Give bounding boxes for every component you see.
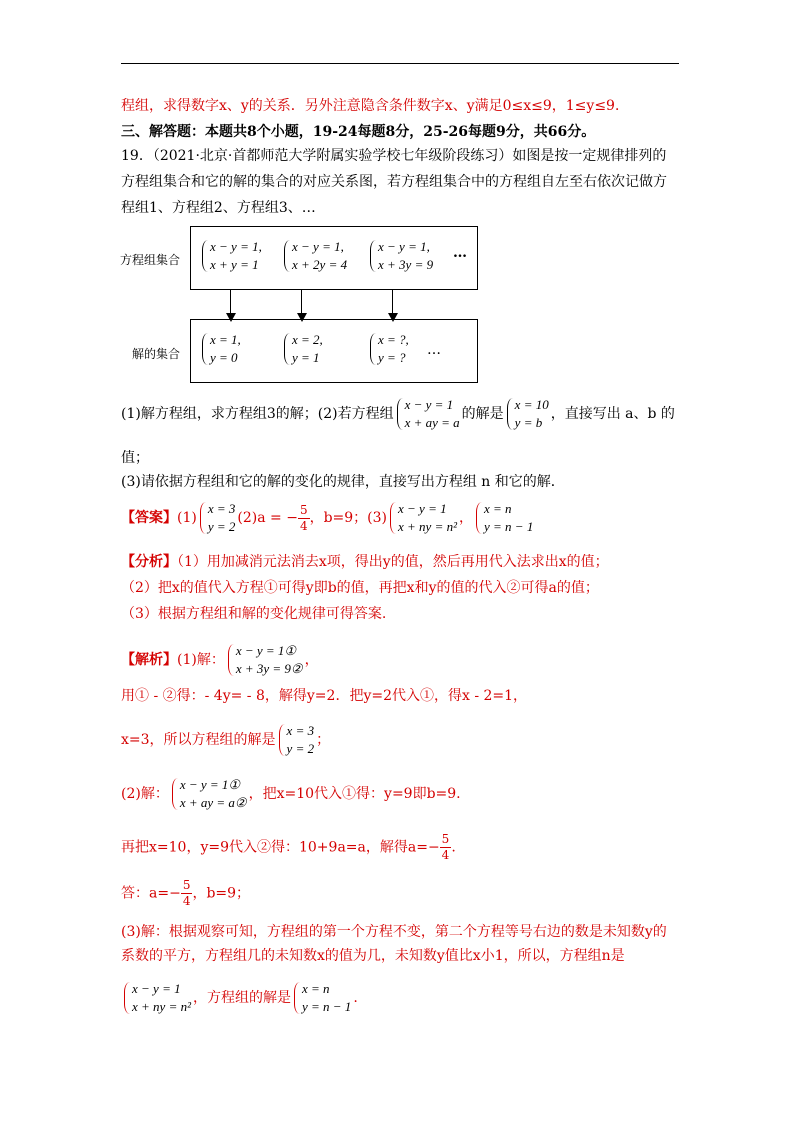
solution-result-n: x = n y = n − 1: [293, 980, 351, 1016]
solution-part1: 【解析】(1)解： x − y = 1① x + 3y = 9② ，: [121, 643, 319, 676]
solution-3: x = ?, y = ?: [369, 331, 409, 367]
solution-part2-answer: 答：a=− $\frac{5}{4}$ ，b=9；: [121, 878, 251, 908]
q2-system: x − y = 1 x + ay = a: [396, 396, 460, 432]
analysis-line3: （3）根据方程组和解的变化规律可得答案.: [121, 606, 387, 622]
answer-solution-1: x = 3 y = 2: [199, 500, 236, 536]
equation-set-box: [190, 226, 478, 290]
solution-part3-line1: (3)解：根据观察可知，方程组的第一个方程不变，第二个方程等号右边的数是未知数y的: [121, 924, 667, 940]
equation-set-label: 方程组集合: [120, 253, 181, 267]
system-1: x − y = 1, x + y = 1: [201, 238, 262, 274]
solution-part3-line3: x − y = 1 x + ny = n² ，方程组的解是 x = n y = n − 1 .: [121, 980, 358, 1016]
header-rule: [121, 63, 679, 64]
solution-set-box: [190, 319, 478, 383]
question-1-2-cont: 值；: [121, 450, 149, 466]
solution-system-n: x − y = 1 x + ny = n²: [123, 980, 191, 1016]
solution-part1-line3: x=3，所以方程组的解是 x = 3 y = 2 ；: [121, 723, 331, 756]
answer-system-n: x − y = 1 x + ny = n²: [389, 500, 457, 536]
question-1-2: (1)解方程组，求方程组3的解；(2)若方程组 x − y = 1 x + ay = a 的解是 x = 10 y = b ，直接写出 a、b 的: [121, 397, 675, 430]
q19-line1: 19．（2021·北京·首都师范大学附属实验学校七年级阶段练习）如图是按一定规律排列的: [121, 148, 667, 164]
answer-fraction: $\frac{5}{4}$: [299, 502, 308, 533]
intro-line: 程组，求得数字x、y的关系．另外注意隐含条件数字x、y满足0≤x≤9，1≤y≤9．: [121, 98, 629, 114]
answer-solution-n: x = n y = n − 1: [475, 500, 533, 536]
solution-1: x = 1, y = 0: [201, 331, 241, 367]
solution-part2: (2)解： x − y = 1① x + ay = a② ，把x=10代入①得：y=9即b=9.: [121, 777, 461, 810]
system-2: x − y = 1, x + 2y = 4: [283, 238, 347, 274]
solution-set-label: 解的集合: [132, 347, 181, 361]
solution-system-2: x − y = 1① x + ay = a②: [171, 776, 247, 812]
solution-fraction-2: $\frac{5}{4}$: [182, 878, 191, 908]
solution-part1-result: x = 3 y = 2: [278, 722, 315, 758]
analysis-line1: 【分析】（1）用加减消元法消去x项，得出y的值，然后再用代入法求出x的值；: [121, 554, 609, 570]
q19-line2: 方程组集合和它的解的集合的对应关系图，若方程组集合中的方程组自左至右依次记做方: [121, 174, 667, 190]
system-3: x − y = 1, x + 3y = 9: [369, 238, 433, 274]
ellipsis-bottom: …: [427, 342, 441, 358]
q19-line3: 程组1、方程组2、方程组3、…: [121, 200, 316, 216]
solution-part1-line2: 用① - ②得：- 4y= - 8，解得y=2．把y=2代入①，得x - 2=1，: [121, 688, 528, 704]
solution-part2-line2: 再把x=10，y=9代入②得：10+9a=a，解得a=− $\frac{5}{4}$ .: [121, 832, 456, 862]
solution-2: x = 2, y = 1: [283, 331, 323, 367]
solution-fraction-1: $\frac{5}{4}$: [441, 832, 450, 862]
solution-part3-line2: 系数的平方，方程组几的未知数x的值为几，未知数y值比x小1，所以，方程组n是: [121, 948, 625, 964]
ellipsis-top: …: [453, 245, 467, 261]
question-3: (3)请依据方程组和它的解的变化的规律，直接写出方程组 n 和它的解．: [121, 474, 565, 490]
answer-line: 【答案】(1) x = 3 y = 2 (2)a = − $\frac{5}{4}$ ，b=9；(3) x − y = 1 x + ny = n² ， x = n y = n − 1: [121, 501, 534, 534]
solution-system-1: x − y = 1① x + 3y = 9②: [227, 642, 303, 678]
section3-heading: 三、解答题：本题共8个小题，19-24每题8分，25-26每题9分，共66分。: [121, 124, 596, 140]
q2-solution: x = 10 y = b: [506, 396, 549, 432]
analysis-line2: （2）把x的值代入方程①可得y即b的值，再把x和y的值的代入②可得a的值；: [121, 580, 599, 596]
